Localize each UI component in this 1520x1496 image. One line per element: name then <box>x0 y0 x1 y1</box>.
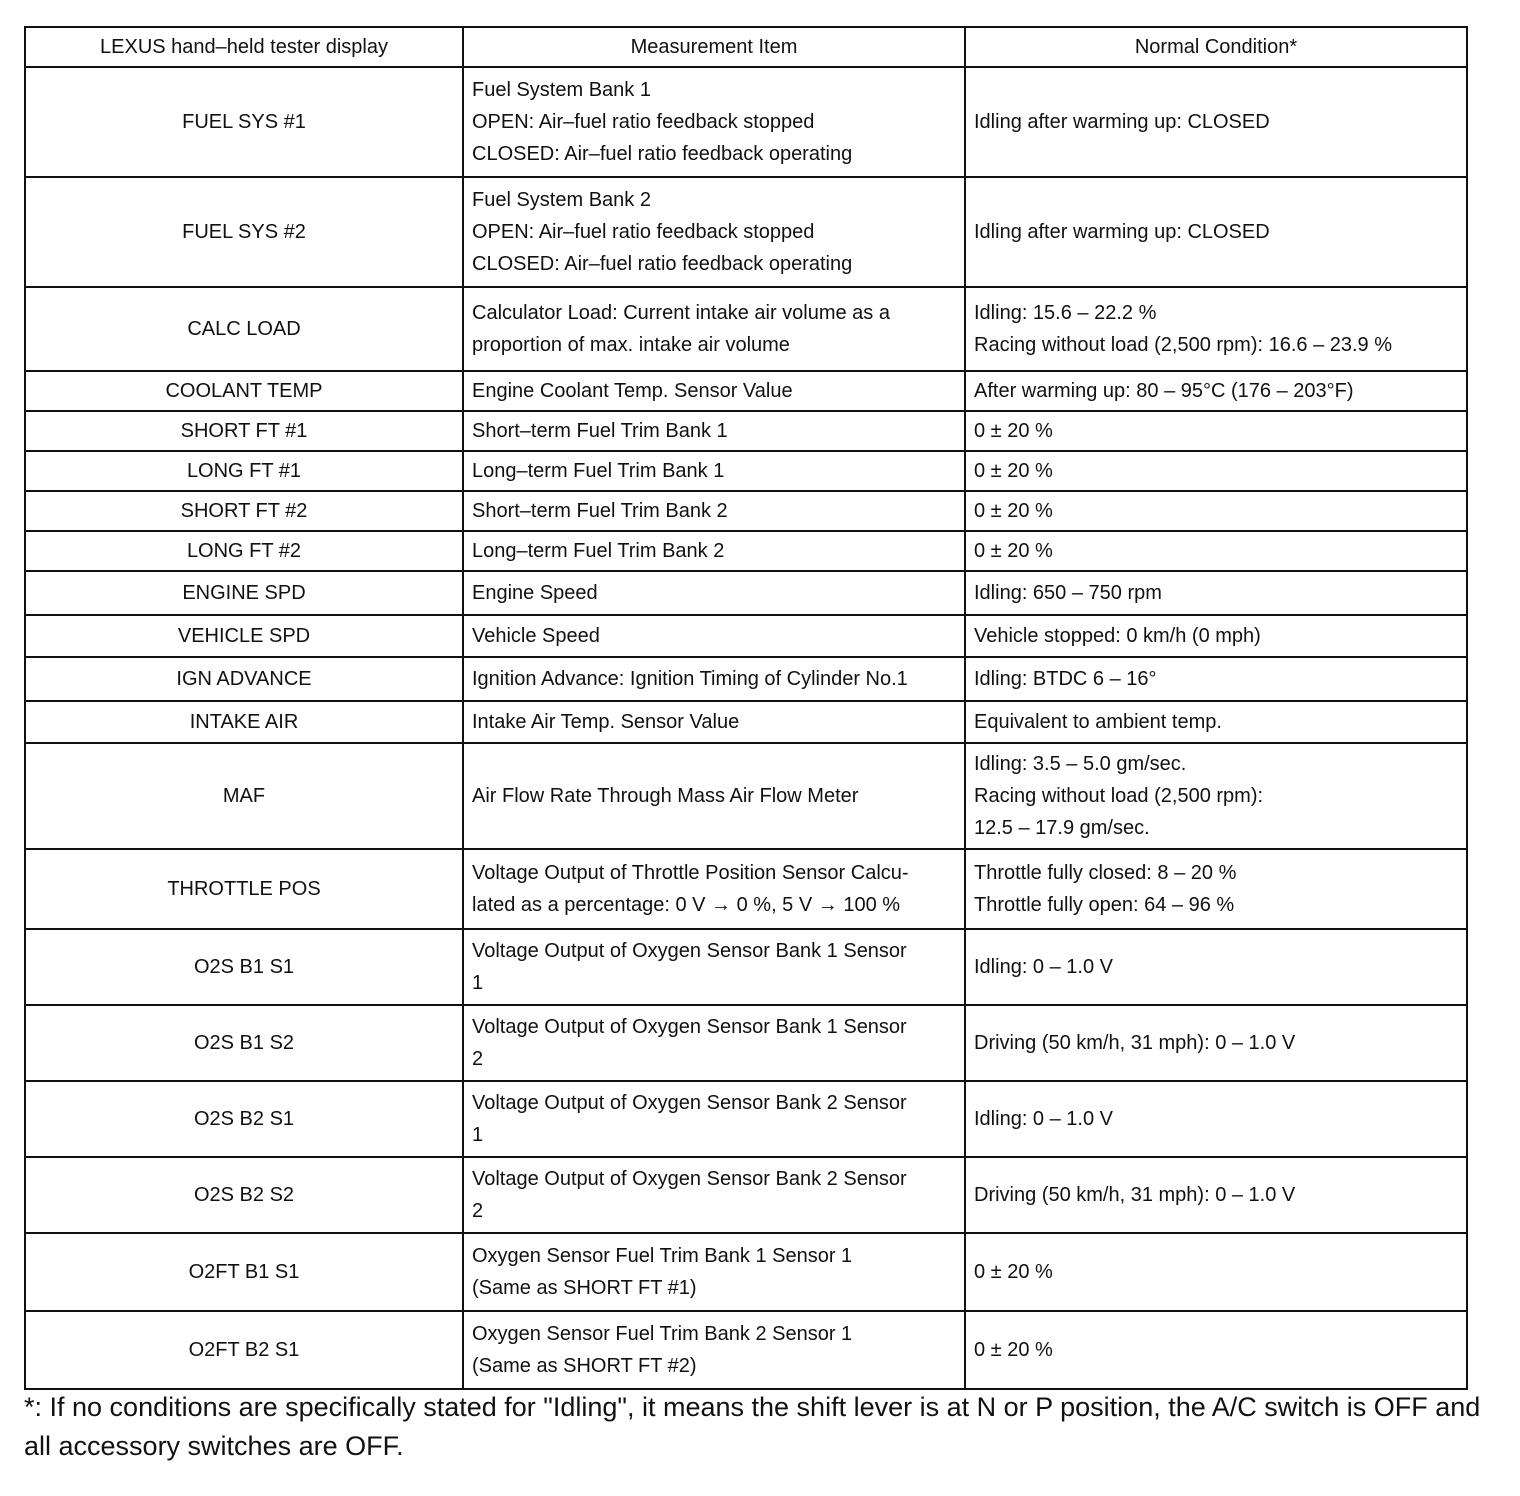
cell-measurement-item-line: Voltage Output of Throttle Position Sensor Calcu- <box>472 862 909 884</box>
cell-tester-display: SHORT FT #1 <box>25 411 463 451</box>
cell-normal-condition <box>965 491 1467 531</box>
cell-measurement-item-line: 1 <box>472 1124 484 1146</box>
cell-normal-condition-line: Driving (50 km/h, 31 mph): 0 – 1.0 V <box>974 1184 1296 1206</box>
cell-tester-display: MAF <box>25 743 463 849</box>
cell-measurement-item <box>463 1157 965 1233</box>
cell-measurement-item-line: 1 <box>472 972 484 994</box>
cell-measurement-item <box>463 371 965 411</box>
cell-measurement-item <box>463 615 965 657</box>
cell-normal-condition-line: Idling: BTDC 6 – 16° <box>974 668 1157 690</box>
cell-measurement-item <box>463 701 965 743</box>
cell-measurement-item-line: Voltage Output of Oxygen Sensor Bank 1 Sensor <box>472 1016 907 1038</box>
footnote: *: If no conditions are specifically stated for "Idling", it means the shift lever is at N or P position, the A/C switch is OFF and all accessory switches are OFF. <box>24 1392 1481 1461</box>
cell-normal-condition-line: Vehicle stopped: 0 km/h (0 mph) <box>974 625 1261 647</box>
cell-measurement-item-line: Voltage Output of Oxygen Sensor Bank 2 Sensor <box>472 1092 907 1114</box>
cell-tester-display: O2S B2 S1 <box>25 1081 463 1157</box>
cell-tester-display: O2FT B1 S1 <box>25 1233 463 1311</box>
cell-tester-display: ENGINE SPD <box>25 571 463 615</box>
cell-measurement-item-line: 2 <box>472 1048 484 1070</box>
cell-normal-condition <box>965 1311 1467 1389</box>
cell-normal-condition-line: Idling: 650 – 750 rpm <box>974 582 1162 604</box>
cell-measurement-item-line: 2 <box>472 1200 484 1222</box>
cell-normal-condition-line: After warming up: 80 – 95°C (176 – 203°F) <box>974 380 1354 402</box>
table-row <box>25 287 1467 371</box>
cell-normal-condition-line: Driving (50 km/h, 31 mph): 0 – 1.0 V <box>974 1032 1296 1054</box>
cell-measurement-item <box>463 177 965 287</box>
cell-normal-condition-line: Idling: 0 – 1.0 V <box>974 956 1113 978</box>
table-row <box>25 531 1467 571</box>
cell-measurement-item-line: Voltage Output of Oxygen Sensor Bank 2 Sensor <box>472 1168 907 1190</box>
cell-measurement-item-line: OPEN: Air–fuel ratio feedback stopped <box>472 111 815 133</box>
cell-tester-display: LONG FT #1 <box>25 451 463 491</box>
cell-measurement-item-line: Ignition Advance: Ignition Timing of Cylinder No.1 <box>472 668 908 690</box>
cell-normal-condition-line: Throttle fully closed: 8 – 20 % <box>974 862 1237 884</box>
cell-measurement-item-line: Long–term Fuel Trim Bank 1 <box>472 460 725 482</box>
cell-tester-display: O2S B1 S1 <box>25 929 463 1005</box>
cell-measurement-item <box>463 1081 965 1157</box>
cell-measurement-item-line: Oxygen Sensor Fuel Trim Bank 2 Sensor 1 <box>472 1323 853 1345</box>
cell-normal-condition-line: Idling after warming up: CLOSED <box>974 111 1270 133</box>
table-row <box>25 1233 1467 1311</box>
cell-normal-condition-line: 0 ± 20 % <box>974 1261 1053 1283</box>
cell-measurement-item-line: Short–term Fuel Trim Bank 1 <box>472 420 728 442</box>
cell-tester-display: O2S B1 S2 <box>25 1005 463 1081</box>
cell-normal-condition <box>965 1005 1467 1081</box>
cell-normal-condition-line: Racing without load (2,500 rpm): 16.6 – 23.9 % <box>974 334 1393 356</box>
column-header-normal-condition: Normal Condition* <box>965 27 1467 67</box>
cell-measurement-item-line: Oxygen Sensor Fuel Trim Bank 1 Sensor 1 <box>472 1245 853 1267</box>
table-row <box>25 491 1467 531</box>
cell-measurement-item <box>463 411 965 451</box>
cell-measurement-item <box>463 1311 965 1389</box>
table-header <box>25 27 1467 67</box>
cell-measurement-item <box>463 929 965 1005</box>
cell-measurement-item-line: (Same as SHORT FT #2) <box>472 1355 697 1377</box>
cell-normal-condition <box>965 531 1467 571</box>
cell-measurement-item-line: Fuel System Bank 1 <box>472 79 651 101</box>
cell-measurement-item-line: Vehicle Speed <box>472 625 600 647</box>
cell-normal-condition-line: 0 ± 20 % <box>974 1339 1053 1361</box>
table-row <box>25 411 1467 451</box>
cell-tester-display: O2FT B2 S1 <box>25 1311 463 1389</box>
cell-normal-condition-line: Equivalent to ambient temp. <box>974 711 1222 733</box>
cell-normal-condition-line: Idling after warming up: CLOSED <box>974 221 1270 243</box>
table-row <box>25 743 1467 849</box>
cell-normal-condition <box>965 849 1467 929</box>
cell-normal-condition <box>965 1157 1467 1233</box>
cell-tester-display: INTAKE AIR <box>25 701 463 743</box>
table-row <box>25 1005 1467 1081</box>
cell-measurement-item-line: Voltage Output of Oxygen Sensor Bank 1 Sensor <box>472 940 907 962</box>
cell-normal-condition-line: Idling: 15.6 – 22.2 % <box>974 302 1157 324</box>
cell-normal-condition-line: 0 ± 20 % <box>974 420 1053 442</box>
cell-tester-display: COOLANT TEMP <box>25 371 463 411</box>
table-row <box>25 1081 1467 1157</box>
cell-normal-condition <box>965 929 1467 1005</box>
cell-normal-condition-line: Idling: 3.5 – 5.0 gm/sec. <box>974 753 1187 775</box>
table-row <box>25 451 1467 491</box>
cell-measurement-item <box>463 451 965 491</box>
table-row <box>25 1311 1467 1389</box>
table-row <box>25 1157 1467 1233</box>
cell-normal-condition <box>965 67 1467 177</box>
cell-measurement-item-line: Long–term Fuel Trim Bank 2 <box>472 540 725 562</box>
cell-normal-condition <box>965 177 1467 287</box>
cell-tester-display: O2S B2 S2 <box>25 1157 463 1233</box>
cell-normal-condition <box>965 701 1467 743</box>
cell-tester-display: VEHICLE SPD <box>25 615 463 657</box>
cell-tester-display: LONG FT #2 <box>25 531 463 571</box>
cell-tester-display: FUEL SYS #1 <box>25 67 463 177</box>
cell-measurement-item-line: proportion of max. intake air volume <box>472 334 790 356</box>
cell-measurement-item <box>463 67 965 177</box>
table-row <box>25 615 1467 657</box>
table-row <box>25 67 1467 177</box>
cell-measurement-item-line: lated as a percentage: 0 V → 0 %, 5 V → 100 % <box>472 894 901 916</box>
cell-measurement-item <box>463 491 965 531</box>
cell-normal-condition <box>965 571 1467 615</box>
table-body <box>25 67 1467 1389</box>
table-row <box>25 849 1467 929</box>
cell-normal-condition-line: 0 ± 20 % <box>974 500 1053 522</box>
cell-measurement-item-line: Intake Air Temp. Sensor Value <box>472 711 740 733</box>
cell-normal-condition-line: 12.5 – 17.9 gm/sec. <box>974 817 1150 839</box>
cell-normal-condition <box>965 657 1467 701</box>
cell-measurement-item-line: (Same as SHORT FT #1) <box>472 1277 697 1299</box>
cell-normal-condition <box>965 451 1467 491</box>
cell-measurement-item-line: Calculator Load: Current intake air volume as a <box>472 302 890 324</box>
table-row <box>25 571 1467 615</box>
cell-measurement-item-line: CLOSED: Air–fuel ratio feedback operating <box>472 253 853 275</box>
cell-normal-condition <box>965 1233 1467 1311</box>
cell-normal-condition <box>965 615 1467 657</box>
cell-measurement-item-line: Fuel System Bank 2 <box>472 189 651 211</box>
table-row <box>25 657 1467 701</box>
data-list-table <box>24 26 1468 1390</box>
cell-measurement-item-line: Engine Coolant Temp. Sensor Value <box>472 380 793 402</box>
table-row <box>25 177 1467 287</box>
column-header-tester-display: LEXUS hand–held tester display <box>25 27 463 67</box>
cell-measurement-item-line: Short–term Fuel Trim Bank 2 <box>472 500 728 522</box>
cell-normal-condition-line: Racing without load (2,500 rpm): <box>974 785 1264 807</box>
cell-tester-display: CALC LOAD <box>25 287 463 371</box>
table-row <box>25 701 1467 743</box>
cell-normal-condition-line: 0 ± 20 % <box>974 540 1053 562</box>
cell-measurement-item <box>463 571 965 615</box>
cell-measurement-item <box>463 287 965 371</box>
cell-measurement-item-line: Air Flow Rate Through Mass Air Flow Meter <box>472 785 859 807</box>
cell-measurement-item-line: CLOSED: Air–fuel ratio feedback operating <box>472 143 853 165</box>
cell-normal-condition <box>965 371 1467 411</box>
cell-tester-display: FUEL SYS #2 <box>25 177 463 287</box>
cell-measurement-item-line: OPEN: Air–fuel ratio feedback stopped <box>472 221 815 243</box>
cell-measurement-item <box>463 743 965 849</box>
cell-normal-condition-line: 0 ± 20 % <box>974 460 1053 482</box>
cell-tester-display: SHORT FT #2 <box>25 491 463 531</box>
header-row <box>25 27 1467 67</box>
table-row <box>25 371 1467 411</box>
cell-measurement-item-line: Engine Speed <box>472 582 598 604</box>
cell-normal-condition <box>965 1081 1467 1157</box>
cell-measurement-item <box>463 531 965 571</box>
table-row <box>25 929 1467 1005</box>
cell-normal-condition <box>965 411 1467 451</box>
cell-measurement-item <box>463 657 965 701</box>
cell-measurement-item <box>463 1233 965 1311</box>
cell-normal-condition-line: Throttle fully open: 64 – 96 % <box>974 894 1235 916</box>
cell-measurement-item <box>463 849 965 929</box>
cell-tester-display: IGN ADVANCE <box>25 657 463 701</box>
cell-normal-condition <box>965 287 1467 371</box>
cell-normal-condition <box>965 743 1467 849</box>
cell-tester-display: THROTTLE POS <box>25 849 463 929</box>
cell-measurement-item <box>463 1005 965 1081</box>
cell-normal-condition-line: Idling: 0 – 1.0 V <box>974 1108 1113 1130</box>
column-header-measurement-item: Measurement Item <box>463 27 965 67</box>
